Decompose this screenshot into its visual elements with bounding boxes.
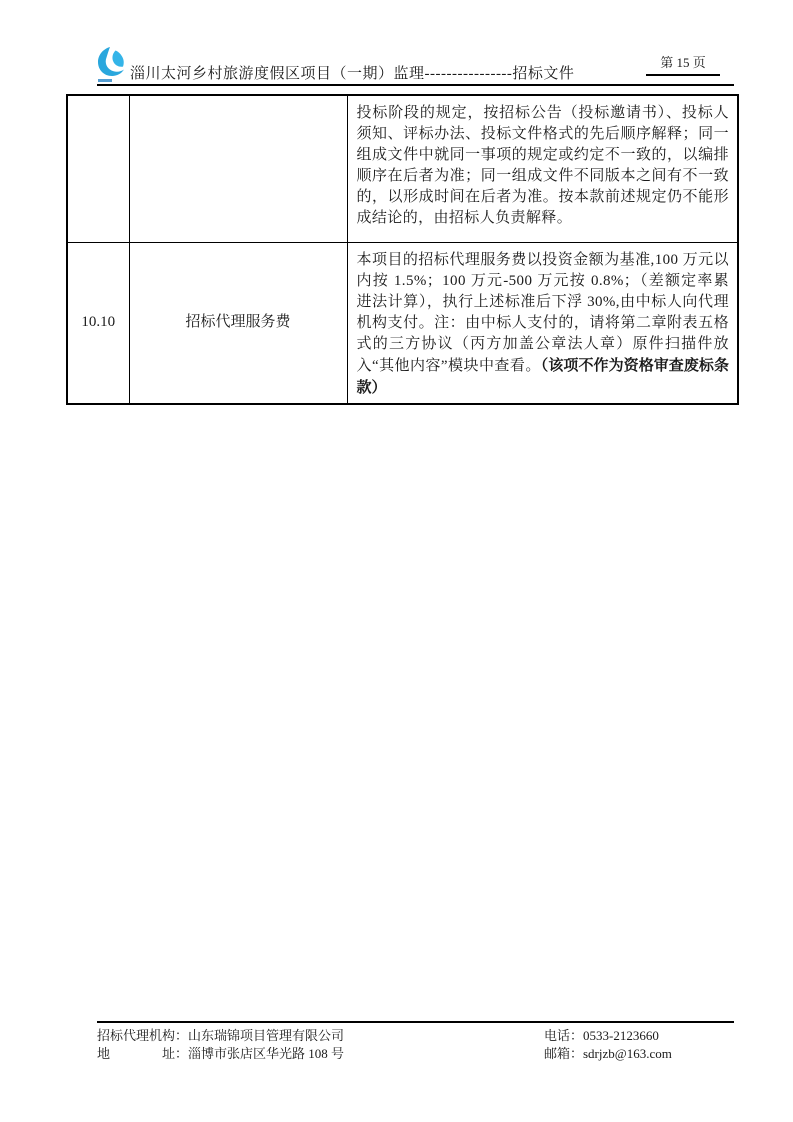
table-row: [67, 242, 738, 404]
tender-clauses-table: [66, 94, 739, 405]
clause-number-cell: [67, 95, 129, 242]
footer-line-2: [97, 1045, 734, 1063]
clause-description-text: 投标阶段的规定，按招标公告（投标邀请书）、投标人须知、评标办法、投标文件格式的先后顺序解释；同一组成文件中就同一事项的规定或约定不一致的，以编排顺序在后者为准；同一组成文件不同版本之间有不一致的，以形成时间在后者为准。按本款前述规定仍不能形成结论的，由招标人负责解释。: [356, 105, 729, 226]
footer-line-1: [97, 1027, 734, 1045]
clause-description-text: 本项目的招标代理服务费以投资金额为基准,100 万元以内按 1.5%；100 万元-500 万元按 0.8%；（差额定率累进法计算），执行上述标准后下浮 30%,由中标人向代理机构支付。注：由中标人支付的，请将第二章附表五格式的三方协议（丙方加盖公章法人章）原件扫描件放入“其他内容”模块中查看。: [356, 251, 729, 374]
clause-description-cell: [347, 242, 738, 404]
phone-text: 电话：0533-2123660: [544, 1028, 659, 1043]
logo-caption-text: [98, 79, 112, 82]
header-divider-rule: [97, 84, 734, 86]
company-logo: [96, 46, 130, 86]
document-header-title: 淄川太河乡村旅游度假区项目（一期）监理----------------招标文件: [130, 66, 575, 82]
address-text: 地 址：淄博市张店区华光路 108 号: [97, 1045, 345, 1061]
clause-bold-note: （该项不作为资格审查废标条款）: [356, 356, 729, 396]
footer-divider-rule: [97, 1021, 734, 1023]
clause-number-cell: 10.10: [67, 242, 129, 404]
table-row: [67, 95, 738, 242]
agency-text: 招标代理机构：山东瑞锦项目管理有限公司: [97, 1028, 345, 1043]
page-number: 第 15 页: [646, 52, 720, 76]
clause-name-cell: 招标代理服务费: [129, 242, 347, 404]
clause-description-cell: [347, 95, 738, 242]
swirl-logo-icon: [96, 46, 130, 78]
email-text: 邮箱：sdrjzb@163.com: [544, 1045, 672, 1061]
footer: [97, 1027, 734, 1062]
clause-name-cell: [129, 95, 347, 242]
